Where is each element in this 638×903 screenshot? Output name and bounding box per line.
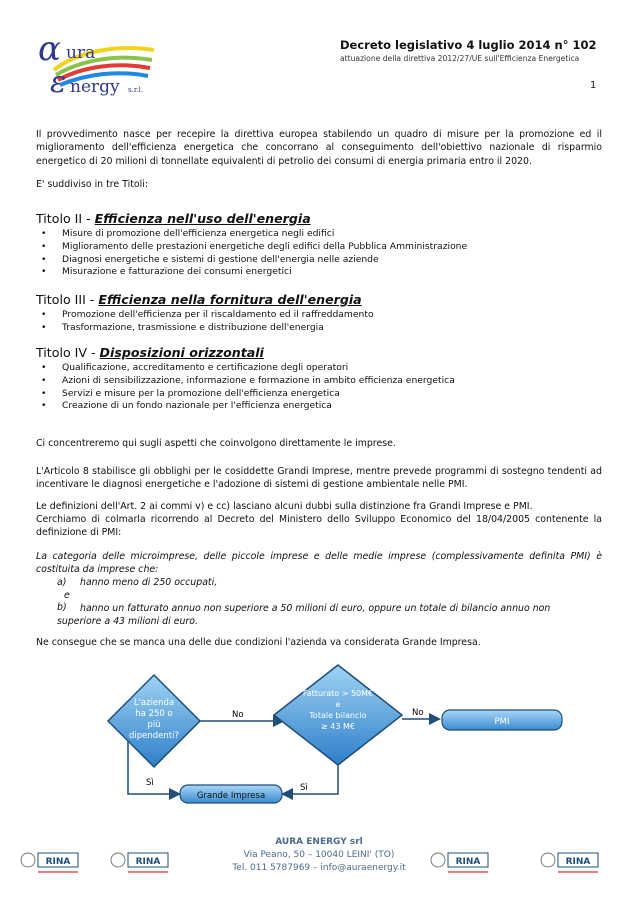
label-no-2: No bbox=[412, 708, 424, 718]
section-heading-titolo-4 bbox=[36, 345, 264, 360]
quote-marker-b: b) bbox=[57, 602, 67, 613]
alpha-glyph: α bbox=[38, 30, 61, 69]
decision2-line2: e bbox=[335, 700, 341, 709]
label-no-1: No bbox=[232, 710, 244, 720]
titolo-3-list bbox=[36, 309, 374, 335]
paragraph-definizioni: Le definizioni dell'Art. 2 ai commi v) e cc) lasciano alcuni dubbi sulla distinzione fra Grandi Imprese e PMI. bbox=[36, 501, 533, 512]
quote-conjunction: e bbox=[64, 590, 70, 601]
logo-text-aura: ura bbox=[66, 43, 96, 63]
document-title: Decreto legislativo 4 luglio 2014 n° 102 bbox=[340, 38, 597, 52]
section-name: Disposizioni orizzontali bbox=[99, 345, 264, 360]
rina-certification-badge-3 bbox=[430, 840, 490, 880]
logo-text-nergy: nergy bbox=[70, 77, 120, 97]
label-si-2: Sì bbox=[300, 783, 308, 793]
rina-certification-badge-2 bbox=[110, 840, 170, 880]
list-item: • Misure di promozione dell'efficienza energetica negli edifici bbox=[36, 228, 467, 241]
list-item: • Azioni di sensibilizzazione, informazione e formazione in ambito efficienza energetica bbox=[36, 375, 455, 388]
titolo-2-list bbox=[36, 228, 467, 279]
decision2-line4: ≥ 43 M€ bbox=[321, 722, 355, 731]
paragraph-imprese: Ci concentreremo qui sugli aspetti che coinvolgono direttamente le imprese. bbox=[36, 438, 396, 449]
svg-text:ε: ε bbox=[50, 65, 67, 98]
list-item: • Trasformazione, trasmissione e distribuzione dell'energia bbox=[36, 322, 374, 335]
paragraph-decreto: Cerchiamo di colmarla ricorrendo al Decreto del Ministero dello Sviluppo Economico del 18/04/2005 contenente la definizione di PMI: bbox=[36, 514, 602, 539]
aura-energy-logo bbox=[36, 30, 156, 98]
list-item: • Creazione di un fondo nazionale per l'efficienza energetica bbox=[36, 400, 455, 413]
decision2-line1: Fatturato > 50M€ bbox=[302, 689, 374, 698]
rina-certification-badge-1 bbox=[20, 840, 80, 880]
intro-paragraph: Il provvedimento nasce per recepire la direttiva europea stabilendo un quadro di misure per la promozione ed il miglioramento dell'efficienza energetica che concorrano al conseguimento dell'obiettivo nazionale di risparmio energetico di 20 milioni di tonnellate equivalenti di petrolio dei consumi di energia primaria entro il 2020. bbox=[36, 129, 602, 167]
rina-certification-badge-4 bbox=[540, 840, 600, 880]
rina-label: RINA bbox=[45, 857, 71, 867]
rina-label: RINA bbox=[135, 857, 161, 867]
result-grande-impresa-label: Grande Impresa bbox=[196, 791, 266, 801]
list-item: • Promozione dell'efficienza per il riscaldamento ed il raffreddamento bbox=[36, 309, 374, 322]
list-item: • Miglioramento delle prestazioni energetiche degli edifici della Pubblica Amministrazione bbox=[36, 241, 467, 254]
footer-contact-line: Tel. 011 5787969 – info@auraenergy.it bbox=[232, 863, 406, 873]
titles-intro: E' suddiviso in tre Titoli: bbox=[36, 179, 148, 190]
section-name: Efficienza nell'uso dell'energia bbox=[94, 211, 311, 226]
list-item: • Qualificazione, accreditamento e certificazione degli operatori bbox=[36, 362, 455, 375]
quote-item-a: hanno meno di 250 occupati, bbox=[80, 577, 218, 588]
page-number: 1 bbox=[590, 80, 597, 91]
footer-contact bbox=[200, 836, 438, 875]
decision2-line3: Totale bilancio bbox=[309, 711, 367, 720]
paragraph-articolo-8: L'Articolo 8 stabilisce gli obblighi per le cosiddette Grandi Imprese, mentre prevede programmi di sostegno tendenti ad incentivare le diagnosi energetiche e l'adozione di sistemi di gestione ambientale nelle PMI. bbox=[36, 466, 602, 491]
label-si-1: Sì bbox=[146, 778, 154, 788]
pmi-flowchart bbox=[100, 663, 600, 813]
quote-item-b: hanno un fatturato annuo non superiore a 50 milioni di euro, oppure un totale di bilancio annuo non superiore a 43 milioni di euro. bbox=[57, 603, 551, 627]
decision1-line3: più bbox=[147, 720, 161, 730]
section-label: Titolo IV - bbox=[36, 345, 100, 360]
titolo-4-list bbox=[36, 362, 455, 413]
section-heading-titolo-2 bbox=[36, 211, 311, 226]
decision1-line1: L'azienda bbox=[133, 698, 175, 708]
quote-marker-a: a) bbox=[57, 577, 67, 588]
pmi-definition-quote: La categoria delle microimprese, delle piccole imprese e delle medie imprese (complessivamente definita PMI) è costituita da imprese che: bbox=[36, 551, 602, 576]
rina-label: RINA bbox=[565, 857, 591, 867]
arrow-si-2 bbox=[284, 765, 338, 794]
footer-company: AURA ENERGY srl bbox=[275, 837, 363, 847]
section-label: Titolo III - bbox=[36, 292, 99, 307]
section-name: Efficienza nella fornitura dell'energia bbox=[98, 292, 362, 307]
section-heading-titolo-3 bbox=[36, 292, 362, 307]
decision1-line4: dipendenti? bbox=[129, 731, 179, 741]
paragraph-conclusione: Ne consegue che se manca una delle due condizioni l'azienda va considerata Grande Impresa. bbox=[36, 637, 481, 648]
result-pmi-label: PMI bbox=[494, 717, 510, 727]
footer-address: Via Peano, 50 – 10040 LEINI' (TO) bbox=[243, 850, 395, 860]
logo-suffix: s.r.l. bbox=[128, 86, 144, 94]
list-item: • Misurazione e fatturazione dei consumi energetici bbox=[36, 266, 467, 279]
list-item: • Servizi e misure per la promozione dell'efficienza energetica bbox=[36, 388, 455, 401]
section-label: Titolo II - bbox=[36, 211, 95, 226]
rina-label: RINA bbox=[455, 857, 481, 867]
document-subtitle: attuazione della direttiva 2012/27/UE sull'Efficienza Energetica bbox=[340, 54, 580, 63]
decision1-line2: ha 250 o bbox=[135, 709, 173, 719]
list-item: • Diagnosi energetiche e sistemi di gestione dell'energia nelle aziende bbox=[36, 254, 467, 267]
